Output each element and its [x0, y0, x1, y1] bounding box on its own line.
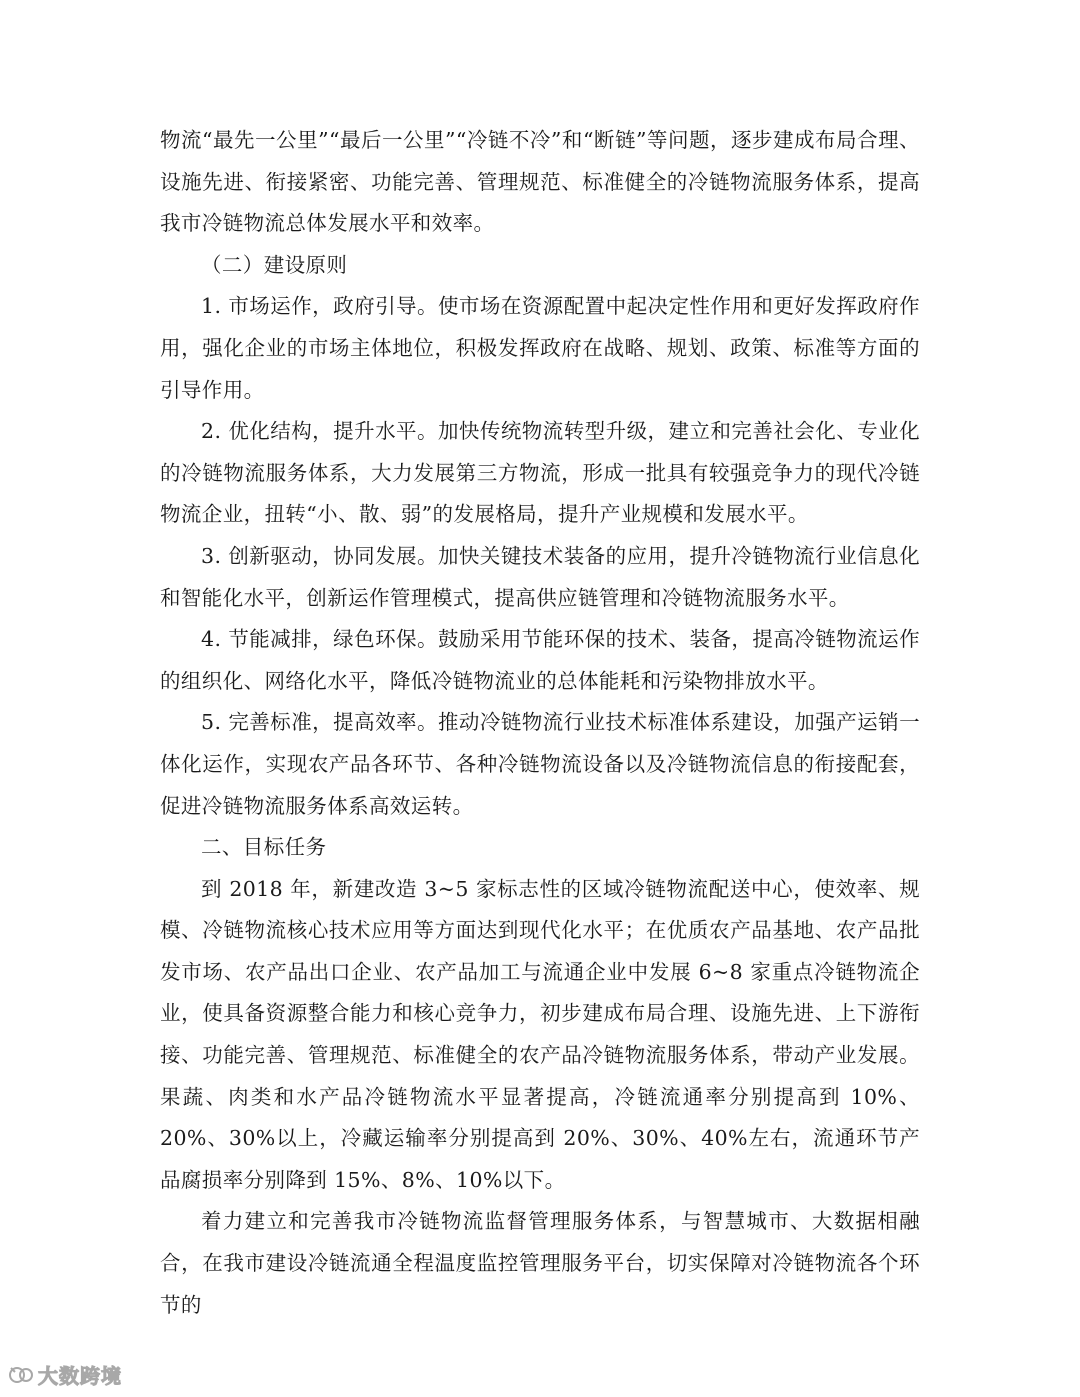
paragraph-intro: 物流“最先一公里”“最后一公里”“冷链不冷”和“断链”等问题，逐步建成布局合理、设施先进、衔接紧密、功能完善、管理规范、标准健全的冷链物流服务体系，提高我市冷链物流总体发展水平和效率。 — [160, 128, 920, 236]
document-body — [160, 120, 920, 1326]
section-heading-goals: 二、目标任务 — [201, 835, 327, 860]
paragraph-principle-2: 2. 优化结构，提升水平。加快传统物流转型升级，建立和完善社会化、专业化的冷链物流服务体系，大力发展第三方物流，形成一批具有较强竞争力的现代冷链物流企业，扭转“小、散、弱”的发展格局，提升产业规模和发展水平。 — [160, 419, 920, 527]
paragraph-monitoring: 着力建立和完善我市冷链物流监督管理服务体系，与智慧城市、大数据相融合，在我市建设冷链流通全程温度监控管理服务平台，切实保障对冷链物流各个环节的 — [160, 1209, 920, 1317]
watermark-text: 大数跨境 — [38, 1364, 122, 1388]
paragraph-principle-4: 4. 节能减排，绿色环保。鼓励采用节能环保的技术、装备，提高冷链物流运作的组织化、网络化水平，降低冷链物流业的总体能耗和污染物排放水平。 — [160, 627, 920, 693]
paragraph-goals-2018: 到 2018 年，新建改造 3~5 家标志性的区域冷链物流配送中心，使效率、规模、冷链物流核心技术应用等方面达到现代化水平；在优质农产品基地、农产品批发市场、农产品出口企业、农产品加工与流通企业中发展 6~8 家重点冷链物流企业，使具备资源整合能力和核心竞争力，初步建成布局合理、设施先进、上下游衔接、功能完善、管理规范、标准健全的农产品冷链物流服务体系，带动产业发展。果蔬、肉类和水产品冷链物流水平显著提高，冷链流通率分别提高到 10%、20%、30%以上，冷藏运输率分别提高到 20%、30%、40%左右，流通环节产品腐损率分别降到 15%、8%、10%以下。 — [160, 876, 920, 1192]
watermark — [8, 1360, 122, 1389]
paragraph-principle-5: 5. 完善标准，提高效率。推动冷链物流行业技术标准体系建设，加强产运销一体化运作，实现农产品各环节、各种冷链物流设备以及冷链物流信息的衔接配套，促进冷链物流服务体系高效运转。 — [160, 710, 920, 818]
paragraph-principle-3: 3. 创新驱动，协同发展。加快关键技术装备的应用，提升冷链物流行业信息化和智能化水平，创新运作管理模式，提高供应链管理和冷链物流服务水平。 — [160, 543, 920, 610]
paragraph-principle-1: 1. 市场运作，政府引导。使市场在资源配置中起决定性作用和更好发挥政府作用，强化企业的市场主体地位，积极发挥政府在战略、规划、政策、标准等方面的引导作用。 — [160, 294, 920, 402]
brand-logo-icon — [8, 1364, 34, 1386]
section-heading-principles: （二）建设原则 — [201, 252, 348, 277]
